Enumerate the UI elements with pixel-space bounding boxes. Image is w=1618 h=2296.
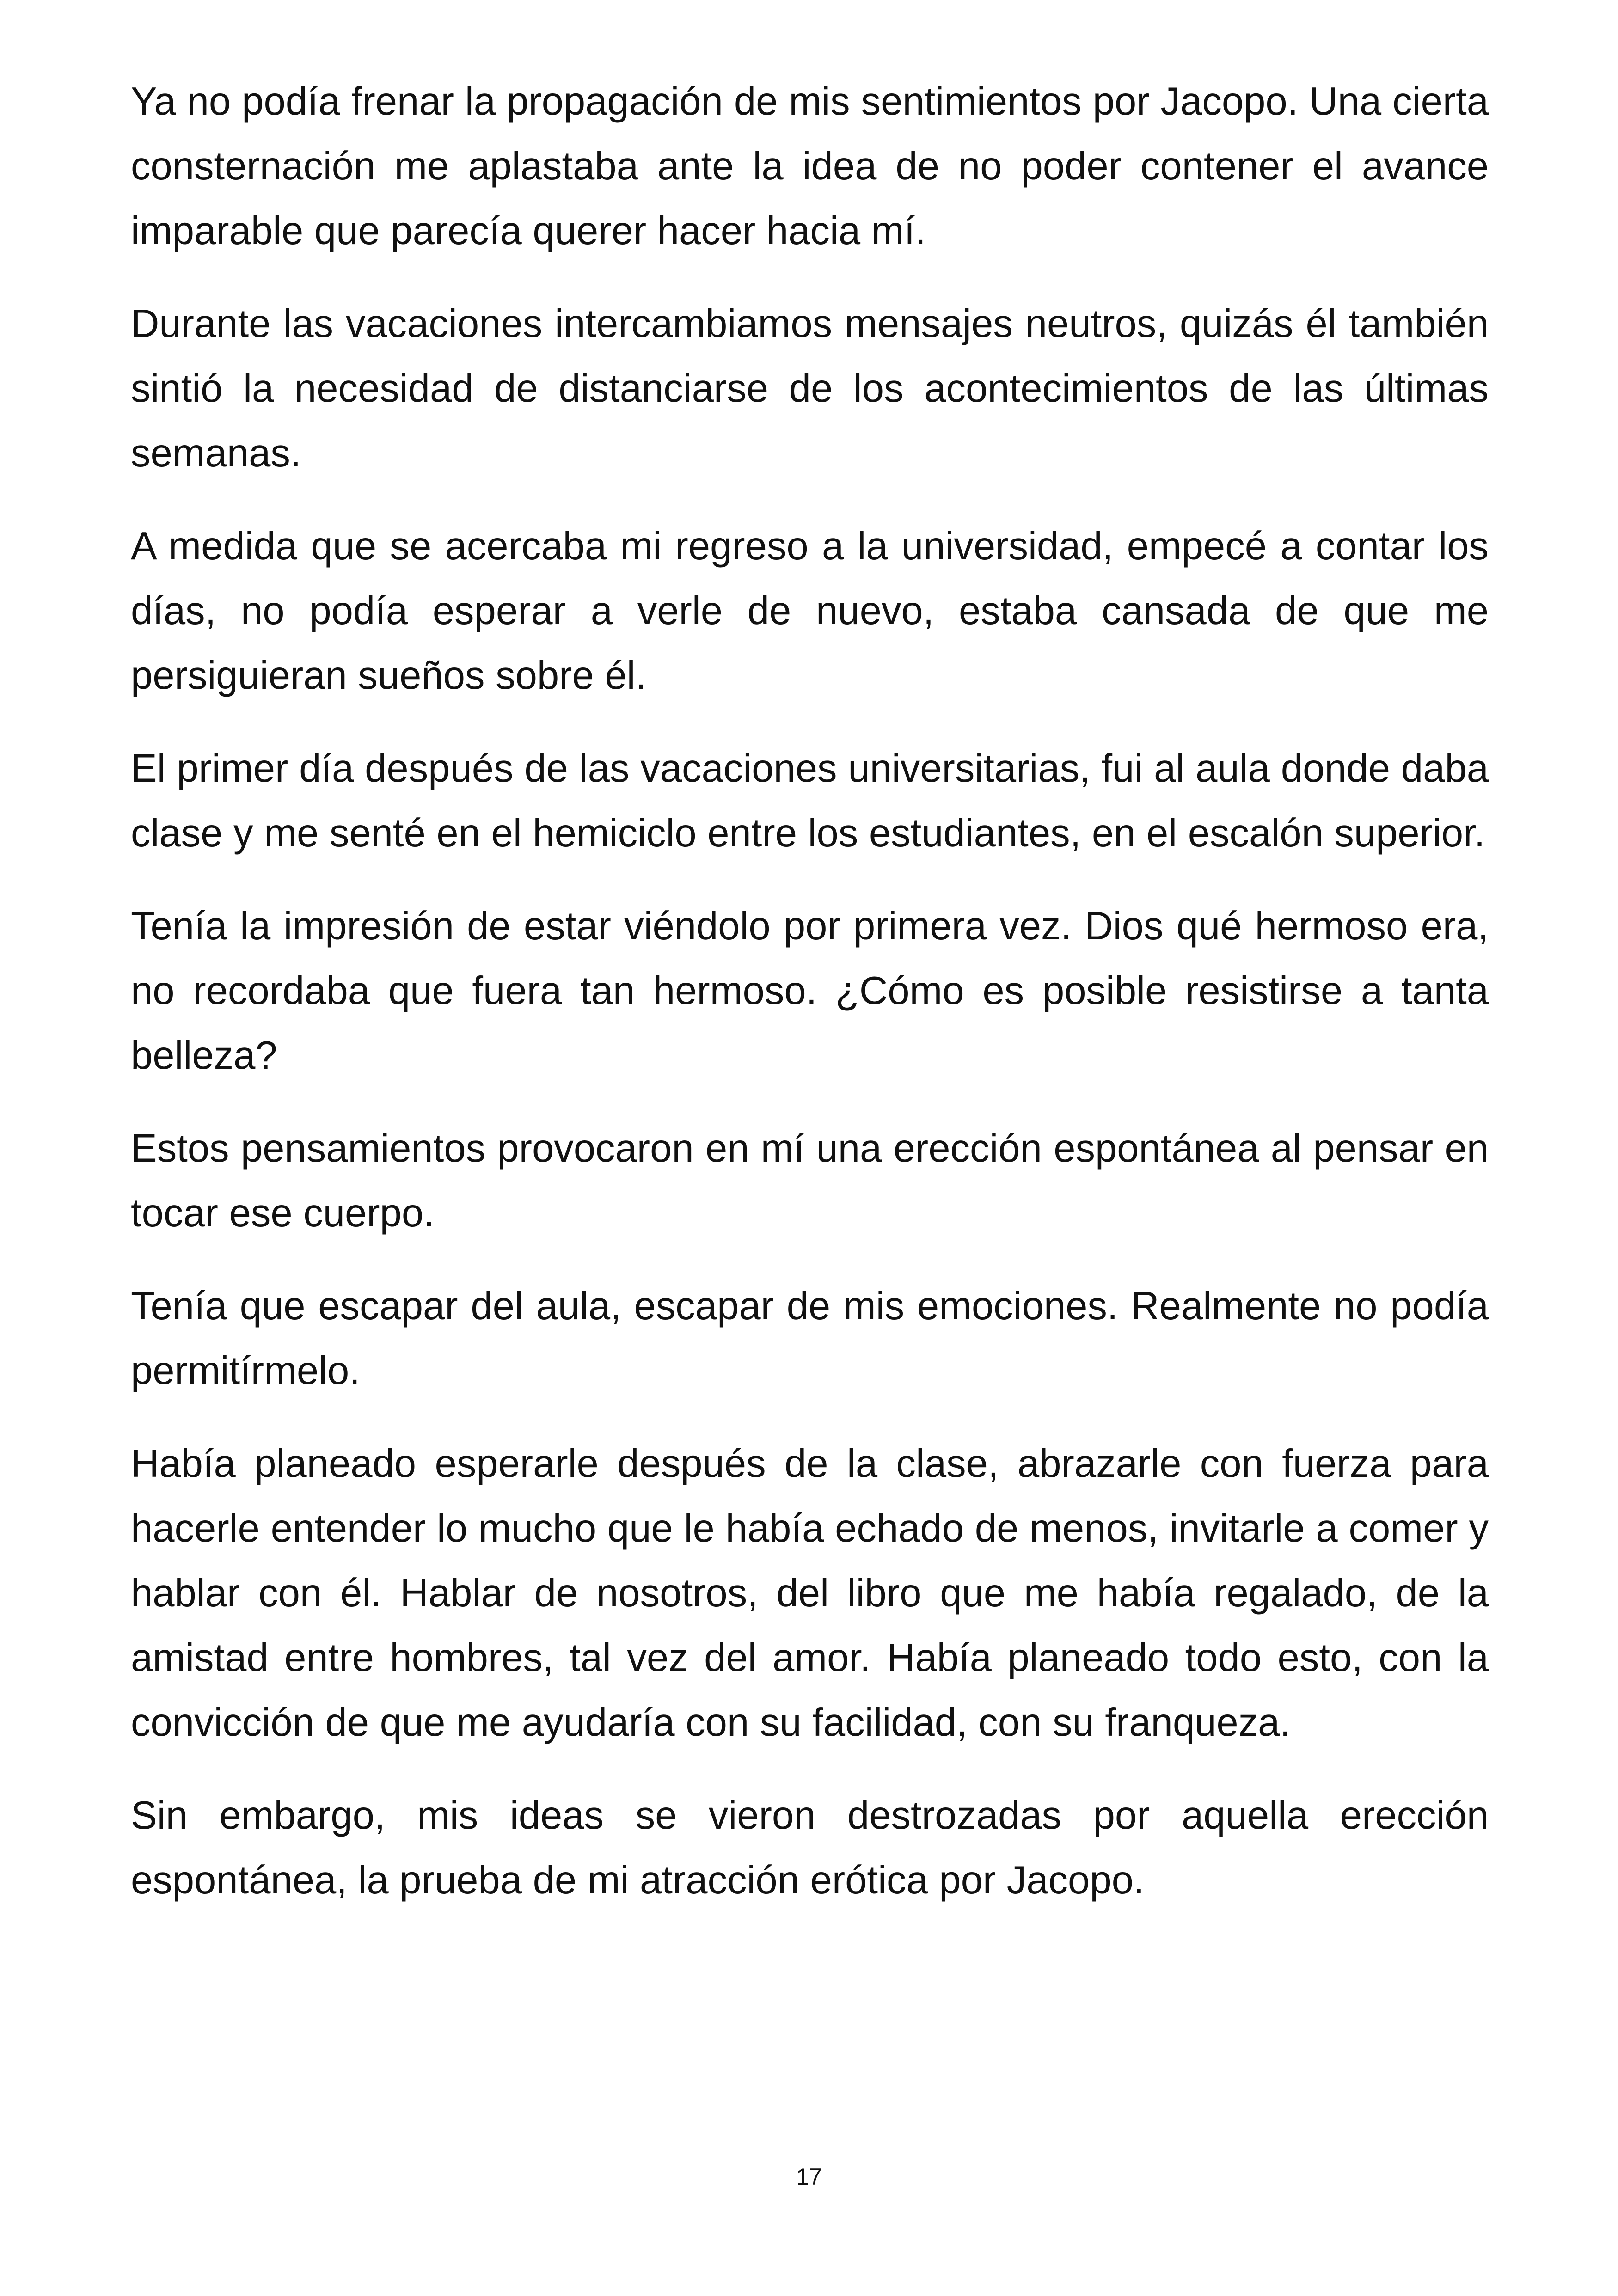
- paragraph: Sin embargo, mis ideas se vieron destrozadas por aquella erección espontánea, la prueba de mi atracción erótica por Jacopo.: [131, 1794, 1489, 1902]
- page-number: 17: [796, 2164, 822, 2190]
- body-text: [131, 69, 1489, 1941]
- paragraph: Estos pensamientos provocaron en mí una erección espontánea al pensar en tocar ese cuerpo.: [131, 1127, 1489, 1235]
- paragraph: Ya no podía frenar la propagación de mis sentimientos por Jacopo. Una cierta consternación me aplastaba ante la idea de no poder contener el avance imparable que parecía querer hacer hacia mí.: [131, 80, 1489, 253]
- paragraph: Durante las vacaciones intercambiamos mensajes neutros, quizás él también sintió la necesidad de distanciarse de los acontecimientos de las últimas semanas.: [131, 302, 1489, 475]
- paragraph: El primer día después de las vacaciones universitarias, fui al aula donde daba clase y me senté en el hemiciclo entre los estudiantes, en el escalón superior.: [131, 747, 1489, 855]
- paragraph: A medida que se acercaba mi regreso a la universidad, empecé a contar los días, no podía esperar a verle de nuevo, estaba cansada de que me persiguieran sueños sobre él.: [131, 524, 1489, 698]
- paragraph: Tenía que escapar del aula, escapar de mis emociones. Realmente no podía permitírmelo.: [131, 1284, 1489, 1393]
- paragraph: Tenía la impresión de estar viéndolo por primera vez. Dios qué hermoso era, no recordaba que fuera tan hermoso. ¿Cómo es posible resistirse a tanta belleza?: [131, 904, 1489, 1078]
- paragraph: Había planeado esperarle después de la clase, abrazarle con fuerza para hacerle entender lo mucho que le había echado de menos, invitarle a comer y hablar con él. Hablar de nosotros, del libro que me había regalado, de la amistad entre hombres, tal vez del amor. Había planeado todo esto, con la convicción de que me ayudaría con su facilidad, con su franqueza.: [131, 1442, 1489, 1745]
